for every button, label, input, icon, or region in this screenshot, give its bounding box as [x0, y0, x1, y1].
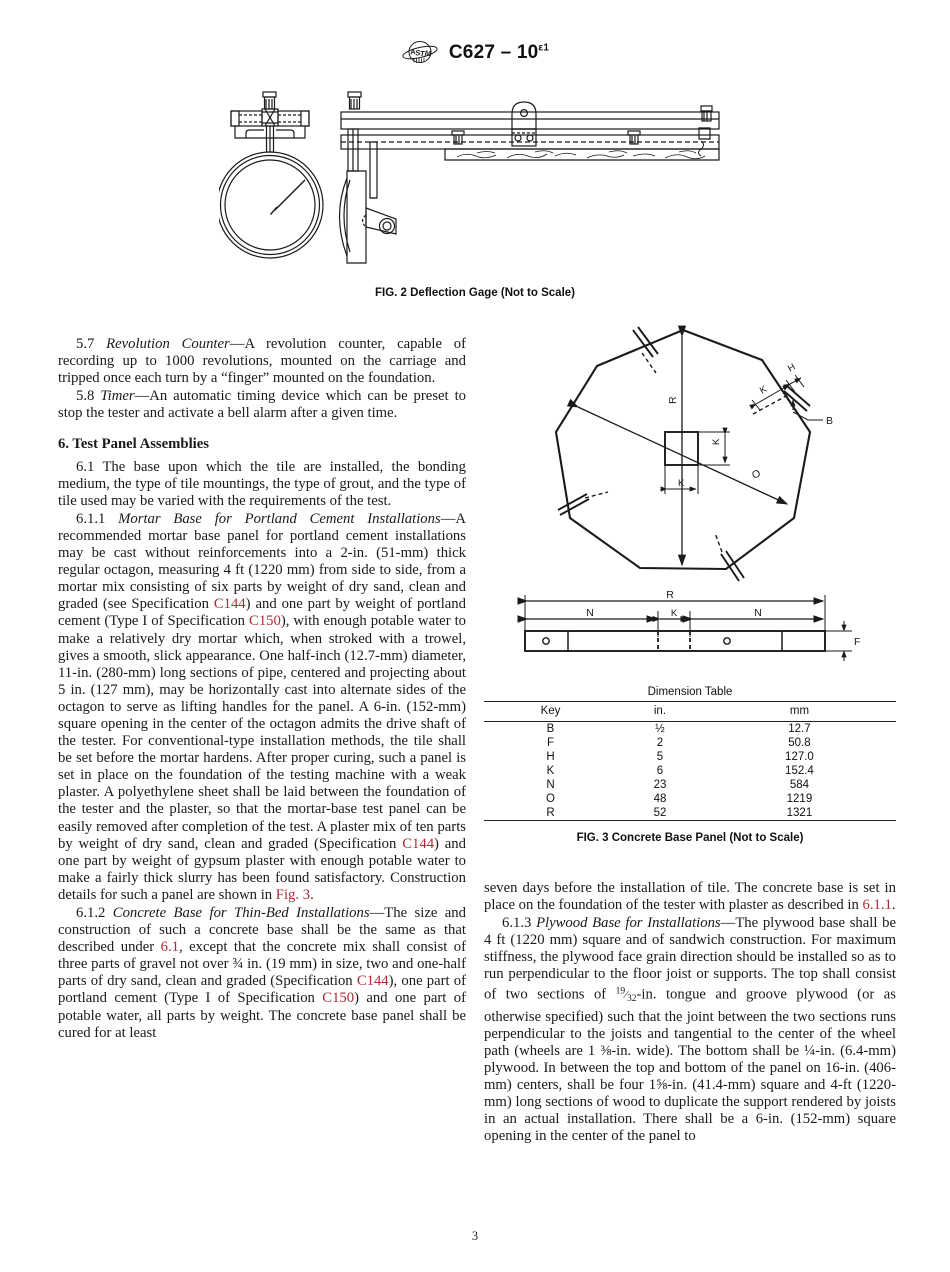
clause-number-6-1-2: 6.1.2 [76, 905, 106, 921]
spec-reference-c144-2[interactable]: C144 [402, 835, 435, 852]
svg-text:M: M [424, 48, 432, 59]
dimension-table-body [484, 722, 896, 821]
label-K-section: K [670, 608, 678, 619]
clause-number-6-1-1: 6.1.1 [76, 510, 106, 527]
paragraph-6-1-1 [58, 511, 466, 904]
cell-key: O [546, 793, 555, 805]
fraction-numerator: 19 [615, 986, 626, 997]
table-row [484, 778, 896, 792]
paragraph-6-1-3 [484, 915, 896, 1145]
dimension-table-title: Dimension Table [647, 686, 733, 698]
cell-key: F [547, 737, 555, 749]
col-header-key: Key [540, 705, 561, 717]
astm-logo-icon [401, 38, 439, 68]
page-header [0, 38, 950, 68]
standard-designation: $C627 - 10^{\varepsilon 1}$ [448, 42, 550, 63]
paragraph-5-8 [58, 388, 466, 422]
cell-key: N [546, 779, 555, 791]
paragraph-6-1-2-continued [484, 880, 896, 914]
clause-number-5-8: 5.8 [76, 388, 95, 405]
concrete-base-panel-plan-diagram [490, 322, 890, 584]
section-heading-6: 6. Test Panel Assemblies [58, 436, 209, 453]
cell-in: 23 [653, 779, 667, 791]
clause-body-6-1-2-c: ), one part of portland cement (Type I of Specification [58, 973, 466, 1007]
label-K-horizontal: K [678, 478, 685, 489]
cell-in: 2 [656, 737, 664, 749]
paragraph-6-1 [58, 459, 466, 510]
deflection-gage-diagram [219, 88, 731, 278]
cell-mm: 50.8 [788, 737, 811, 749]
spec-reference-c144-1[interactable]: C144 [213, 596, 246, 613]
clause-body-6-1: The base upon which the tile are installed, the bonding medium, the type of tile mountings, the type of grout, and the type of tile used may be varied with the requirements of the test. [58, 458, 466, 509]
label-F-section: F [854, 636, 861, 648]
octagon-plan-view-wrap [484, 322, 896, 589]
clause-body-6-1-1-c: ), with enough potable water to make a relatively dry mortar which, when stroked with a trowel, gives a smooth, slick appearance. One half-inch (12.7-mm) diameter, 11-in. (280-mm) long sections of pipe, centered and projecting about 5 in. (127 mm), may be horizontally cast into alternate sides of the octagon to serve as lifting handles for the panel. A 6-in. (152-mm) square opening in the center of the octagon admits the drive shaft of the tester. For conventional-type installation methods, the tile shall be set before the mortar hardens. After proper curing, such a panel is set in place on the foundation of the testing machine with a weak plaster. A polyethylene sheet shall be laid between the foundation of the tester and the plaster, so that the mortar-base test panel can be easily removed after completion of the test. A plaster mix of ten parts by weight of dry sand, clean and graded (Specification [58, 613, 466, 852]
clause-body-6-1-3-a: —The plywood base shall be 4 ft (1220 mm) square and of sandwich construction. For maximum stiffness, the plywood face grain direction should be installed so as to run perpendicular to the floor joist or supports. The top shall consist of two sections of [484, 915, 896, 1003]
label-N-left: N [586, 607, 594, 619]
clause-body-6-1-2-cont-a: seven days before the installation of tile. The concrete base is set in place on the foundation of the tester with plaster as described in [484, 880, 896, 914]
clause-title-5-8: Timer [100, 388, 135, 405]
dimension-table [484, 701, 896, 821]
table-row [484, 764, 896, 778]
cell-key: R [546, 807, 555, 819]
figure-reference-fig3[interactable]: Fig. 3 [275, 886, 311, 903]
cell-in: 5 [656, 751, 664, 763]
figure-2-caption: FIG. 2 Deflection Gage (Not to Scale) [374, 287, 575, 299]
cell-key: B [546, 723, 555, 735]
cell-in: 6 [656, 765, 664, 777]
clause-reference-6-1[interactable]: 6.1 [160, 939, 179, 956]
label-R-section: R [666, 589, 674, 601]
table-row [484, 750, 896, 764]
clause-number-5-7: 5.7 [76, 336, 95, 352]
clause-title-6-1-1: Mortar Base for Portland Cement Installations [118, 510, 441, 527]
clause-body-6-1-2-cont-b: . [891, 897, 896, 914]
clause-number-6-1-3: 6.1.3 [502, 915, 532, 932]
svg-text:A: A [409, 46, 417, 57]
spec-reference-c144-3[interactable]: C144 [356, 973, 389, 990]
clause-title-5-7: Revolution Counter [106, 336, 230, 352]
clause-number-6-1: 6.1 [76, 458, 95, 475]
clause-body-5-8: —An automatic timing device which can be preset to stop the tester and activate a bell alarm after a given time. [58, 388, 466, 422]
clause-title-6-1-3: Plywood Base for Installations [536, 915, 721, 932]
cell-mm: 1321 [786, 807, 813, 819]
table-row [484, 806, 896, 821]
cell-in: 52 [653, 807, 667, 819]
label-O-plan: O [750, 467, 763, 482]
cell-in: 48 [653, 793, 667, 805]
cell-mm: 584 [789, 779, 810, 791]
clause-body-6-1-3-b: -in. tongue and groove plywood (or as otherwise specified) such that the joint between the two sections runs perpendicular to the joists and tangential to the center of the wheel path (wheels are 1 ⅜-in. wide). The bottom shall be ¼-in. (6.4-mm) plywood. In between the top and bottom of the panel on 16-in. (406-mm) centers, shall be four 1⅝-in. (41.4-mm) square and 4-ft (1220-mm) long sections of wood to duplicate the support rendered by joists in an actual installation. There shall be a 6-in. (152-mm) square opening in the center of the panel to [484, 986, 896, 1145]
page-number: 3 [471, 1229, 479, 1243]
right-text-column [484, 880, 896, 1145]
table-row [484, 736, 896, 750]
paragraph-5-7 [58, 336, 466, 387]
col-header-mm: mm [789, 705, 810, 717]
clause-body-5-7: —A revolution counter, capable of recording up to 1000 revolutions, mounted on the carriage and tripped once each turn by a “finger” mounted on the foundation. [58, 336, 467, 387]
clause-body-6-1-2-b: , except that the concrete mix shall consist of three parts of gravel not over ¾ in. (19 mm) in size, two and one-half parts of dry sand, clean and graded (Specification [58, 939, 466, 990]
clause-title-6-1-2: Concrete Base for Thin-Bed Installations [112, 905, 370, 921]
cell-mm: 152.4 [785, 765, 814, 777]
spec-reference-c150-1[interactable]: C150 [249, 613, 281, 630]
cell-key: K [546, 765, 555, 777]
table-row [484, 792, 896, 806]
dimension-table-header-row [484, 702, 896, 722]
label-N-right: N [754, 607, 762, 619]
left-text-column [58, 336, 466, 1042]
figure-2-block [0, 88, 950, 299]
label-K-edge: K [758, 383, 769, 397]
clause-body-6-1-1-a: —A recommended mortar base panel for portland cement installations may be cast without reinforcements into a 2-in. (51-mm) thick regular octagon, measuring 4 ft (1220 mm) from side to side, from a mortar mix consisting of six parts by weight of dry sand, clean and graded (see Specification [58, 510, 466, 613]
clause-reference-6-1-1[interactable]: 6.1.1 [862, 897, 892, 914]
clause-body-6-1-1-b: ) and one part by weight of portland cement (Type I of Specification [58, 596, 466, 630]
cell-mm: 12.7 [788, 723, 811, 735]
clause-body-6-1-1-d: ) and one part by weight of gypsum plaster with enough potable water to make a fairly thick slurry has been found satisfactory. Construction details for such a panel are shown in [58, 835, 466, 903]
table-row [484, 722, 896, 737]
col-header-in: in. [653, 705, 667, 717]
label-K-vertical: K [711, 438, 722, 445]
label-H-edge: H [786, 361, 798, 375]
clause-body-6-1-2-a: —The size and construction of such a concrete base shall be the same as that described under [58, 905, 466, 956]
label-R-plan: R [667, 396, 679, 404]
figure-3-caption: FIG. 3 Concrete Base Panel (Not to Scale) [576, 832, 804, 844]
cell-mm: 1219 [786, 793, 813, 805]
octagon-section-view-wrap [484, 587, 896, 674]
fraction-19-32: $^{19}⁄_{32}$ [615, 986, 637, 1005]
fraction-denominator: 32 [627, 994, 637, 1005]
clause-body-6-1-2-d: ) and one part of potable water, all parts by weight. The concrete base panel shall be cured for at least [58, 990, 466, 1041]
clause-body-6-1-1-e: . [310, 886, 314, 903]
spec-reference-c150-2[interactable]: C150 [322, 990, 355, 1007]
paragraph-6-1-2 [58, 905, 466, 1042]
cell-in: ½ [655, 723, 665, 735]
concrete-base-panel-section-diagram [490, 587, 890, 669]
designation-superscript: ε1 [538, 42, 550, 54]
svg-text:S: S [414, 48, 421, 58]
label-B-edge: B [826, 415, 834, 427]
svg-text:T: T [419, 49, 425, 58]
cell-mm: 127.0 [785, 751, 814, 763]
figure-3-block [484, 322, 896, 844]
dimension-table-wrap [484, 686, 896, 844]
cell-key: H [546, 751, 555, 763]
